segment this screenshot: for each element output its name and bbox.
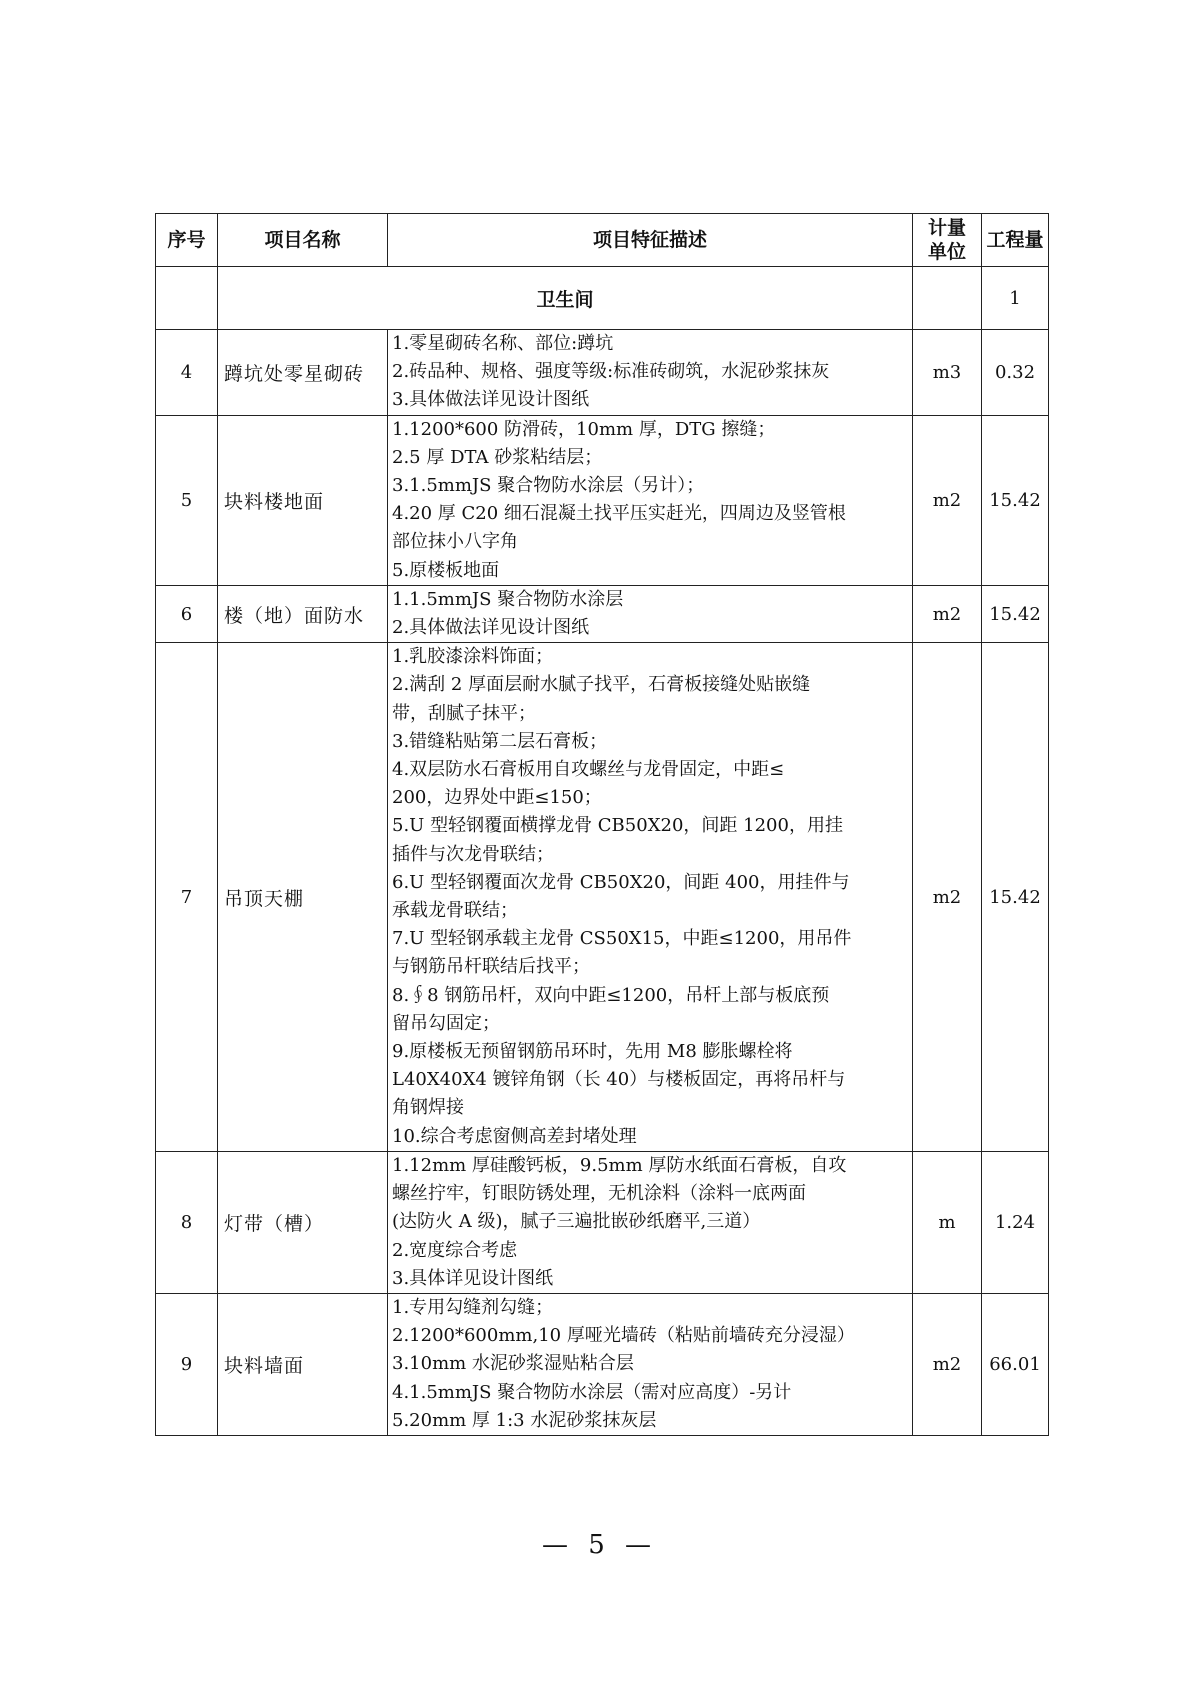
desc-line: 2.砖品种、规格、强度等级:标准砖砌筑，水泥砂浆抹灰 (392, 361, 830, 383)
desc-line: 9.原楼板无预留钢筋吊环时，先用 M8 膨胀螺栓将 (392, 1041, 793, 1063)
desc-line: 7.U 型轻钢承载主龙骨 CS50X15，中距≤1200，用吊件 (392, 928, 852, 950)
header-unit-line2: 单位 (927, 241, 966, 263)
row-name: 楼（地）面防水 (218, 585, 388, 642)
row-qty: 1.24 (982, 1151, 1049, 1293)
desc-line: 1.12mm 厚硅酸钙板，9.5mm 厚防水纸面石膏板，自攻 (392, 1154, 847, 1176)
row-qty: 66.01 (982, 1293, 1049, 1435)
desc-line: 带，刮腻子抹平； (392, 702, 536, 724)
desc-line: L40X40X4 镀锌角钢（长 40）与楼板固定，再将吊杆与 (392, 1069, 846, 1091)
desc-line: 2.满刮 2 厚面层耐水腻子找平，石膏板接缝处贴嵌缝 (392, 674, 811, 696)
row-desc (388, 1293, 913, 1435)
desc-line: 3.错缝粘贴第二层石膏板； (392, 730, 608, 752)
desc-line: 5.U 型轻钢覆面横撑龙骨 CB50X20，间距 1200，用挂 (392, 815, 843, 837)
desc-line: 3.具体做法详见设计图纸 (392, 389, 590, 411)
desc-line: 2.具体做法详见设计图纸 (392, 617, 590, 639)
desc-line: 10.综合考虑窗侧高差封堵处理 (392, 1125, 637, 1147)
row-seq: 4 (156, 330, 218, 416)
row-name: 蹲坑处零星砌砖 (218, 330, 388, 416)
table-row (156, 330, 1049, 416)
table-row (156, 585, 1049, 642)
row-seq: 9 (156, 1293, 218, 1435)
row-name: 块料墙面 (218, 1293, 388, 1435)
desc-line: 螺丝拧牢，钉眼防锈处理，无机涂料（涂料一底两面 (392, 1183, 806, 1205)
row-seq: 6 (156, 585, 218, 642)
desc-line: 4.1.5mmJS 聚合物防水涂层（需对应高度）-另计 (392, 1381, 792, 1403)
section-qty: 1 (982, 267, 1049, 330)
header-name: 项目名称 (218, 214, 388, 267)
desc-line: 5.原楼板地面 (392, 559, 500, 581)
desc-line: 1.零星砌砖名称、部位:蹲坑 (392, 333, 614, 354)
row-desc (388, 330, 913, 416)
row-seq: 5 (156, 415, 218, 585)
row-unit: m2 (913, 415, 982, 585)
desc-line: 3.10mm 水泥砂浆湿贴粘合层 (392, 1353, 634, 1375)
desc-line: 角钢焊接 (392, 1097, 464, 1119)
desc-line: 6.U 型轻钢覆面次龙骨 CB50X20，间距 400，用挂件与 (392, 871, 850, 893)
row-qty: 15.42 (982, 415, 1049, 585)
row-unit: m2 (913, 585, 982, 642)
section-row (156, 267, 1049, 330)
row-unit: m2 (913, 1293, 982, 1435)
desc-line: 4.20 厚 C20 细石混凝土找平压实赶光，四周边及竖管根 (392, 503, 846, 525)
desc-line: 1.专用勾缝剂勾缝； (392, 1296, 554, 1318)
header-row (156, 214, 1049, 267)
desc-line: 承载龙骨联结； (392, 900, 518, 922)
row-qty: 0.32 (982, 330, 1049, 416)
desc-line: (达防火 A 级)，腻子三遍批嵌砂纸磨平,三道） (392, 1211, 761, 1233)
row-seq: 7 (156, 643, 218, 1152)
table-row (156, 643, 1049, 1152)
row-name: 吊顶天棚 (218, 643, 388, 1152)
row-desc (388, 415, 913, 585)
header-unit-line1: 计量 (927, 217, 966, 239)
desc-line: 1.1200*600 防滑砖，10mm 厚，DTG 擦缝； (392, 418, 776, 440)
row-unit: m2 (913, 643, 982, 1152)
row-desc (388, 585, 913, 642)
desc-line: 2.宽度综合考虑 (392, 1239, 518, 1261)
header-unit (913, 214, 982, 267)
desc-line: 200，边界处中距≤150； (392, 787, 602, 809)
row-name: 块料楼地面 (218, 415, 388, 585)
desc-line: 1.1.5mmJS 聚合物防水涂层 (392, 588, 624, 610)
row-unit: m (913, 1151, 982, 1293)
quantity-table (155, 213, 1049, 1436)
row-qty: 15.42 (982, 643, 1049, 1152)
desc-line: 4.双层防水石膏板用自攻螺丝与龙骨固定，中距≤ (392, 759, 785, 781)
page-number: — 5 — (541, 1530, 658, 1560)
header-desc: 项目特征描述 (388, 214, 913, 267)
desc-line: 3.具体详见设计图纸 (392, 1267, 554, 1289)
row-unit: m3 (913, 330, 982, 416)
section-title: 卫生间 (218, 267, 913, 330)
desc-line: 2.5 厚 DTA 砂浆粘结层； (392, 446, 603, 468)
header-seq: 序号 (156, 214, 218, 267)
desc-line: 留吊勾固定； (392, 1012, 500, 1034)
desc-line: 3.1.5mmJS 聚合物防水涂层（另计）； (392, 475, 705, 497)
desc-line: 5.20mm 厚 1:3 水泥砂浆抹灰层 (392, 1409, 657, 1431)
table-row (156, 415, 1049, 585)
table-row (156, 1151, 1049, 1293)
desc-line: 与钢筋吊杆联结后找平； (392, 956, 590, 978)
desc-line: 部位抹小八字角 (392, 531, 518, 553)
row-qty: 15.42 (982, 585, 1049, 642)
section-unit-cell (913, 267, 982, 330)
desc-line: 2.1200*600mm,10 厚哑光墙砖（粘贴前墙砖充分浸湿） (392, 1325, 855, 1347)
row-desc (388, 643, 913, 1152)
row-name: 灯带（槽） (218, 1151, 388, 1293)
desc-line: 8.∮8 钢筋吊杆，双向中距≤1200，吊杆上部与板底预 (392, 984, 830, 1006)
row-desc (388, 1151, 913, 1293)
desc-line: 1.乳胶漆涂料饰面； (392, 646, 554, 668)
desc-line: 插件与次龙骨联结； (392, 843, 554, 865)
section-seq-cell (156, 267, 218, 330)
header-qty: 工程量 (982, 214, 1049, 267)
table-row (156, 1293, 1049, 1435)
row-seq: 8 (156, 1151, 218, 1293)
